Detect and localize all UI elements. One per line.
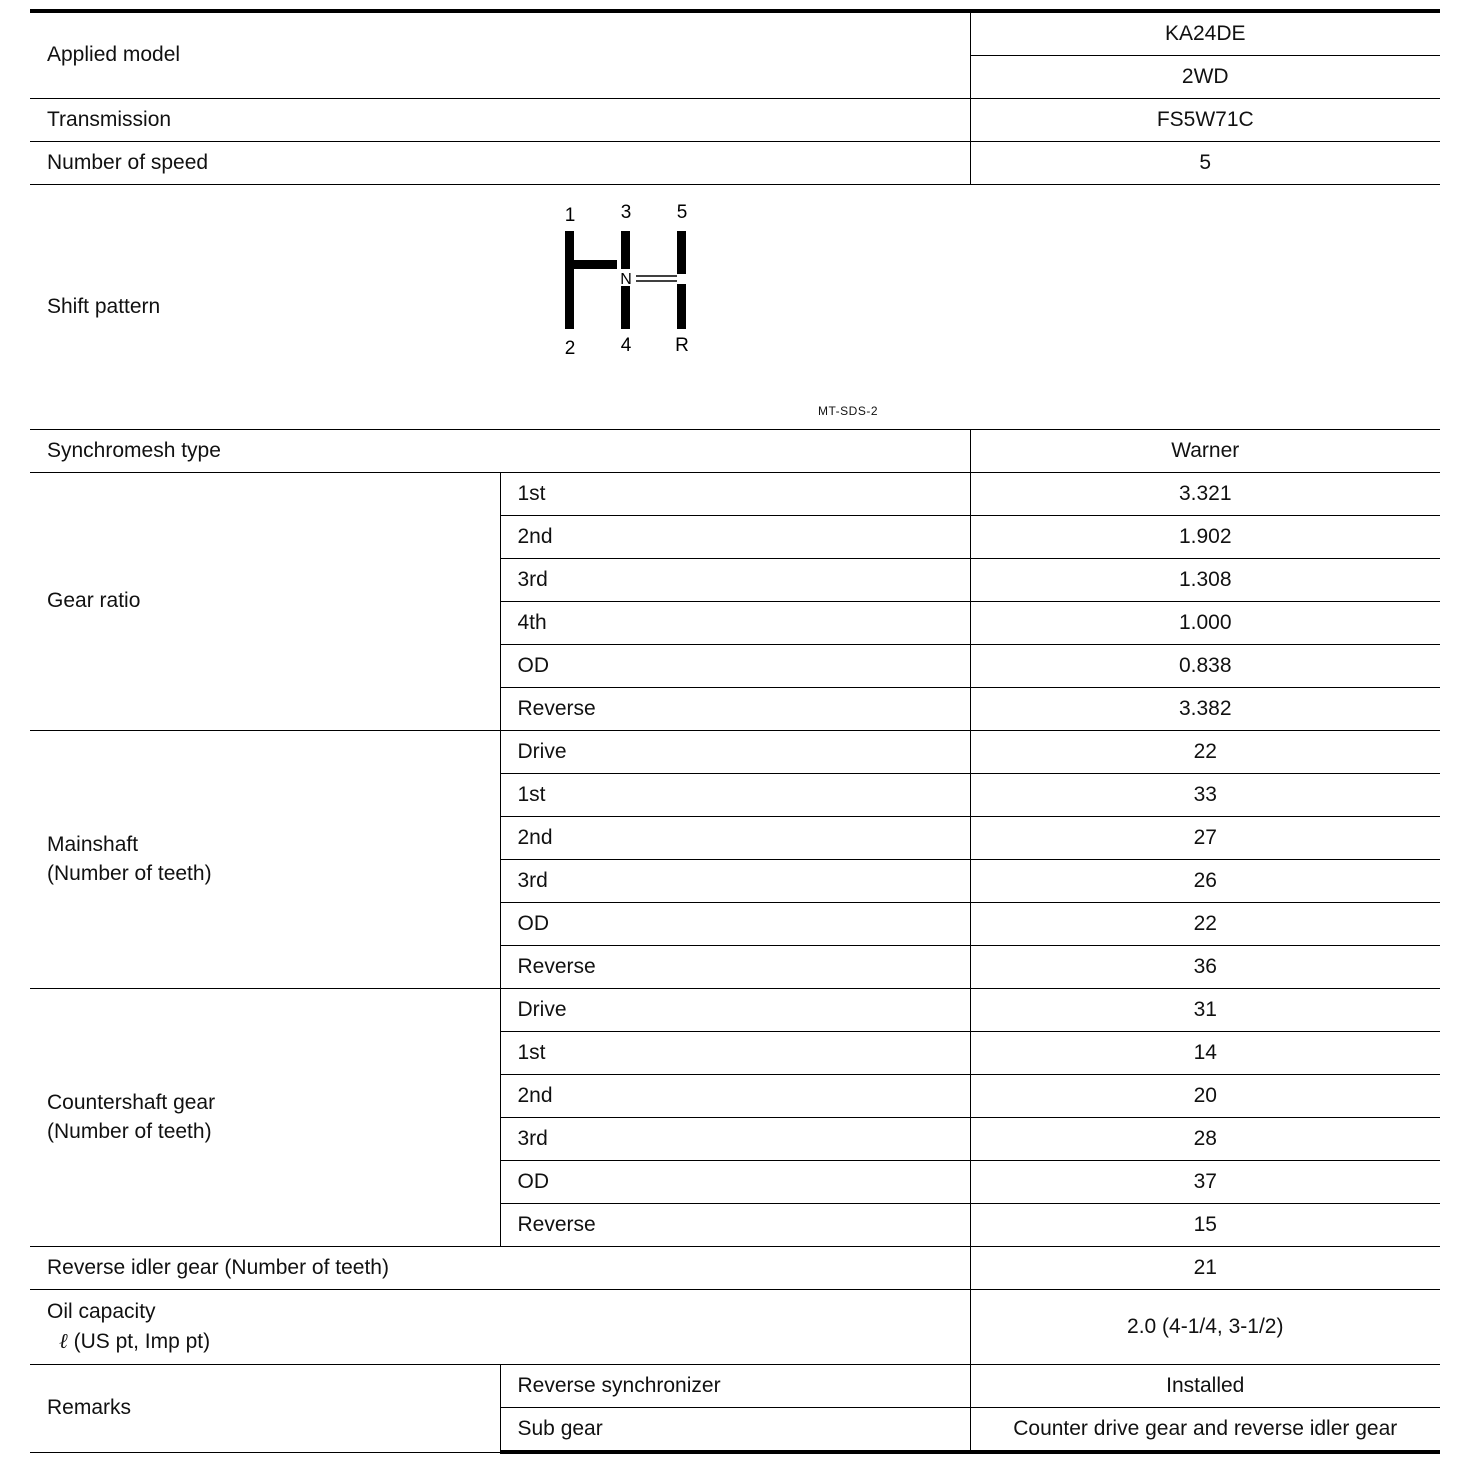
shift-pattern-diagram	[550, 201, 730, 371]
mainshaft-teeth: 22	[970, 903, 1440, 946]
mainshaft-label-line1: Mainshaft	[47, 833, 139, 857]
gear-ratio-value: 3.382	[970, 688, 1440, 731]
remarks-label: Remarks	[30, 1365, 500, 1453]
gear-ratio-gear: 4th	[500, 602, 970, 645]
countershaft-teeth: 14	[970, 1032, 1440, 1075]
gate-2-label: 2	[564, 338, 576, 359]
mainshaft-gear: Drive	[500, 731, 970, 774]
mainshaft-gear: OD	[500, 903, 970, 946]
gate-r-bar	[677, 284, 686, 329]
table-row	[30, 99, 1440, 142]
engine-model-value: KA24DE	[970, 11, 1440, 56]
gear-ratio-gear: Reverse	[500, 688, 970, 731]
gate-4-label: 4	[620, 335, 632, 356]
figure-id: MT-SDS-2	[818, 404, 879, 418]
countershaft-gear: OD	[500, 1161, 970, 1204]
countershaft-gear: Drive	[500, 989, 970, 1032]
table-row	[30, 731, 1440, 774]
countershaft-gear: 1st	[500, 1032, 970, 1075]
reverse-idler-label: Reverse idler gear (Number of teeth)	[30, 1247, 970, 1290]
countershaft-label-line1: Countershaft gear	[47, 1091, 216, 1115]
table-row	[30, 142, 1440, 185]
mainshaft-gear: Reverse	[500, 946, 970, 989]
oil-capacity-label-line1: Oil capacity	[47, 1300, 156, 1324]
transmission-label: Transmission	[30, 99, 970, 142]
countershaft-teeth: 20	[970, 1075, 1440, 1118]
synchromesh-type-label: Synchromesh type	[30, 430, 970, 473]
oil-capacity-value: 2.0 (4-1/4, 3-1/2)	[970, 1290, 1440, 1365]
table-row	[30, 1290, 1440, 1365]
gear-ratio-value: 0.838	[970, 645, 1440, 688]
number-of-speed-value: 5	[970, 142, 1440, 185]
number-of-speed-label: Number of speed	[30, 142, 970, 185]
remarks-item: Sub gear	[500, 1408, 970, 1453]
specification-table	[30, 9, 1440, 1454]
countershaft-gear: 3rd	[500, 1118, 970, 1161]
gate-1-2-bar	[565, 231, 574, 329]
table-row	[30, 185, 1440, 430]
mainshaft-teeth: 27	[970, 817, 1440, 860]
countershaft-gear: Reverse	[500, 1204, 970, 1247]
gear-ratio-gear: 1st	[500, 473, 970, 516]
synchromesh-type-value: Warner	[970, 430, 1440, 473]
remarks-value: Counter drive gear and reverse idler gear	[970, 1408, 1440, 1453]
reverse-label: R	[675, 335, 689, 356]
gear-ratio-value: 1.000	[970, 602, 1440, 645]
mainshaft-gear: 1st	[500, 774, 970, 817]
gate-1-label: 1	[564, 205, 576, 226]
remarks-item: Reverse synchronizer	[500, 1365, 970, 1408]
oil-capacity-label	[30, 1290, 970, 1365]
reverse-idler-value: 21	[970, 1247, 1440, 1290]
gate-5-bar	[677, 231, 686, 274]
gate-3-bar	[621, 231, 630, 269]
table-row	[30, 473, 1440, 516]
table-row	[30, 430, 1440, 473]
gear-ratio-gear: 3rd	[500, 559, 970, 602]
gate-left-crossbar	[565, 260, 617, 269]
liter-symbol-icon: ℓ	[59, 1328, 68, 1353]
mainshaft-gear: 2nd	[500, 817, 970, 860]
table-row	[30, 1247, 1440, 1290]
drive-type-value: 2WD	[970, 56, 1440, 99]
countershaft-teeth: 28	[970, 1118, 1440, 1161]
countershaft-teeth: 37	[970, 1161, 1440, 1204]
remarks-value: Installed	[970, 1365, 1440, 1408]
gear-ratio-gear: 2nd	[500, 516, 970, 559]
table-row	[30, 1365, 1440, 1408]
mainshaft-label	[30, 731, 500, 989]
mainshaft-teeth: 33	[970, 774, 1440, 817]
oil-capacity-unit-text: (US pt, Imp pt)	[73, 1329, 211, 1353]
countershaft-teeth: 31	[970, 989, 1440, 1032]
countershaft-label-line2: (Number of teeth)	[47, 1119, 212, 1143]
oil-capacity-unit	[47, 1327, 970, 1356]
table-row	[30, 11, 1440, 56]
gear-ratio-label: Gear ratio	[30, 473, 500, 731]
countershaft-teeth: 15	[970, 1204, 1440, 1247]
gear-ratio-gear: OD	[500, 645, 970, 688]
shift-pattern-cell	[30, 185, 1440, 430]
mainshaft-teeth: 26	[970, 860, 1440, 903]
countershaft-label	[30, 989, 500, 1247]
mainshaft-label-line2: (Number of teeth)	[47, 861, 212, 885]
gate-4-bar	[621, 286, 630, 329]
countershaft-gear: 2nd	[500, 1075, 970, 1118]
gear-ratio-value: 1.902	[970, 516, 1440, 559]
mainshaft-teeth: 36	[970, 946, 1440, 989]
applied-model-label: Applied model	[30, 11, 970, 99]
mainshaft-teeth: 22	[970, 731, 1440, 774]
gate-3-label: 3	[620, 202, 632, 223]
mainshaft-gear: 3rd	[500, 860, 970, 903]
shift-pattern-label: Shift pattern	[47, 294, 161, 318]
transmission-value: FS5W71C	[970, 99, 1440, 142]
neutral-label: N	[620, 271, 632, 288]
gear-ratio-value: 3.321	[970, 473, 1440, 516]
table-row	[30, 989, 1440, 1032]
gate-5-label: 5	[676, 202, 688, 223]
gear-ratio-value: 1.308	[970, 559, 1440, 602]
